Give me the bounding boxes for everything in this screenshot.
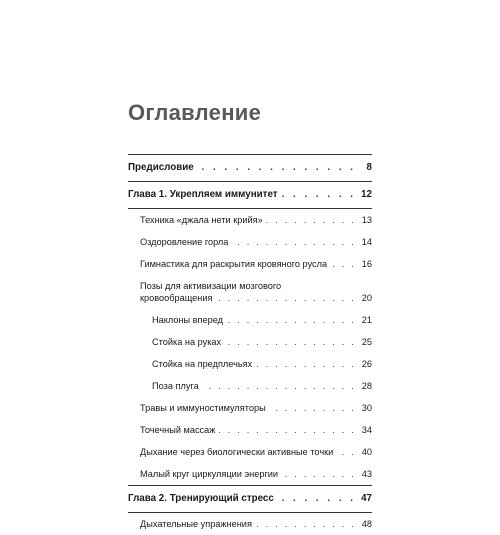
toc-entry[interactable] [128,463,372,485]
toc-entry-label: Техника «джала нети крийя» [140,215,263,225]
toc-entry-label: Гимнастика для раскрытия кровяного русла [140,259,328,269]
toc-entry-page: 8 [366,162,372,173]
toc-entry[interactable] [128,513,372,535]
table-of-contents [128,154,372,535]
leader-dots [230,236,356,248]
leader-dots [223,336,356,348]
toc-entry[interactable] [128,309,372,331]
toc-entry-label: Дыхание через биологически активные точки [140,447,334,457]
leader-dots [196,162,356,174]
leader-dots [265,214,356,226]
leader-dots [280,468,356,480]
toc-entry-page: 12 [361,189,372,200]
toc-entry-page: 48 [361,519,372,529]
toc-entry-label: Точечный массаж [140,425,216,435]
toc-entry-label: Стойка на руках [152,337,222,347]
toc-entry-label: Наклоны вперед [152,315,224,325]
toc-entry-page: 43 [361,469,372,479]
toc-entry-label: Предисловие [128,162,194,173]
leader-dots [335,446,356,458]
leader-dots [254,358,356,370]
leader-dots [280,189,356,201]
leader-dots [329,258,356,270]
toc-entry-page: 30 [361,403,372,413]
toc-entry-label: Поза плуга [152,381,199,391]
leader-dots [217,424,356,436]
toc-entry-page: 25 [361,337,372,347]
toc-entry[interactable] [128,419,372,441]
toc-entry-preface[interactable] [128,155,372,181]
toc-entry-page: 47 [361,493,372,504]
toc-entry[interactable] [128,353,372,375]
toc-entry-label-line1: Позы для активизации мозгового [140,281,282,291]
toc-entry[interactable] [128,397,372,419]
leader-dots [225,314,356,326]
toc-entry-label: Дыхательные упражнения [140,519,252,529]
toc-entry-label: Глава 1. Укрепляем иммунитет [128,189,278,200]
toc-entry-label: Травы и иммуностимуляторы [140,403,266,413]
leader-dots [214,292,356,304]
leader-dots [276,493,356,505]
toc-entry[interactable] [128,275,372,309]
toc-entry-label-line2: кровообращения [140,293,213,303]
toc-entry-label: Малый круг циркуляции энергии [140,469,279,479]
leader-dots [268,402,356,414]
toc-entry-page: 14 [361,237,372,247]
toc-entry-chapter-2[interactable] [128,486,372,512]
toc-entry-page: 40 [361,447,372,457]
toc-entry-page: 13 [361,215,372,225]
toc-entry-page: 20 [361,293,372,303]
toc-entry[interactable] [128,441,372,463]
toc-entry-page: 28 [361,381,372,391]
toc-entry-chapter-1[interactable] [128,182,372,208]
toc-entry-page: 21 [361,315,372,325]
toc-entry-label: Стойка на предплечьях [152,359,253,369]
toc-entry-page: 16 [361,259,372,269]
toc-entry-page: 26 [361,359,372,369]
leader-dots [201,380,356,392]
toc-entry-label: Глава 2. Тренирующий стресс [128,493,274,504]
leader-dots [254,518,356,530]
toc-entry-label: Оздоровление горла [140,237,229,247]
toc-entry-page: 34 [361,425,372,435]
toc-entry[interactable] [128,209,372,231]
toc-title: Оглавление [128,100,262,125]
toc-entry[interactable] [128,253,372,275]
toc-entry[interactable] [128,331,372,353]
toc-entry[interactable] [128,375,372,397]
toc-entry[interactable] [128,231,372,253]
